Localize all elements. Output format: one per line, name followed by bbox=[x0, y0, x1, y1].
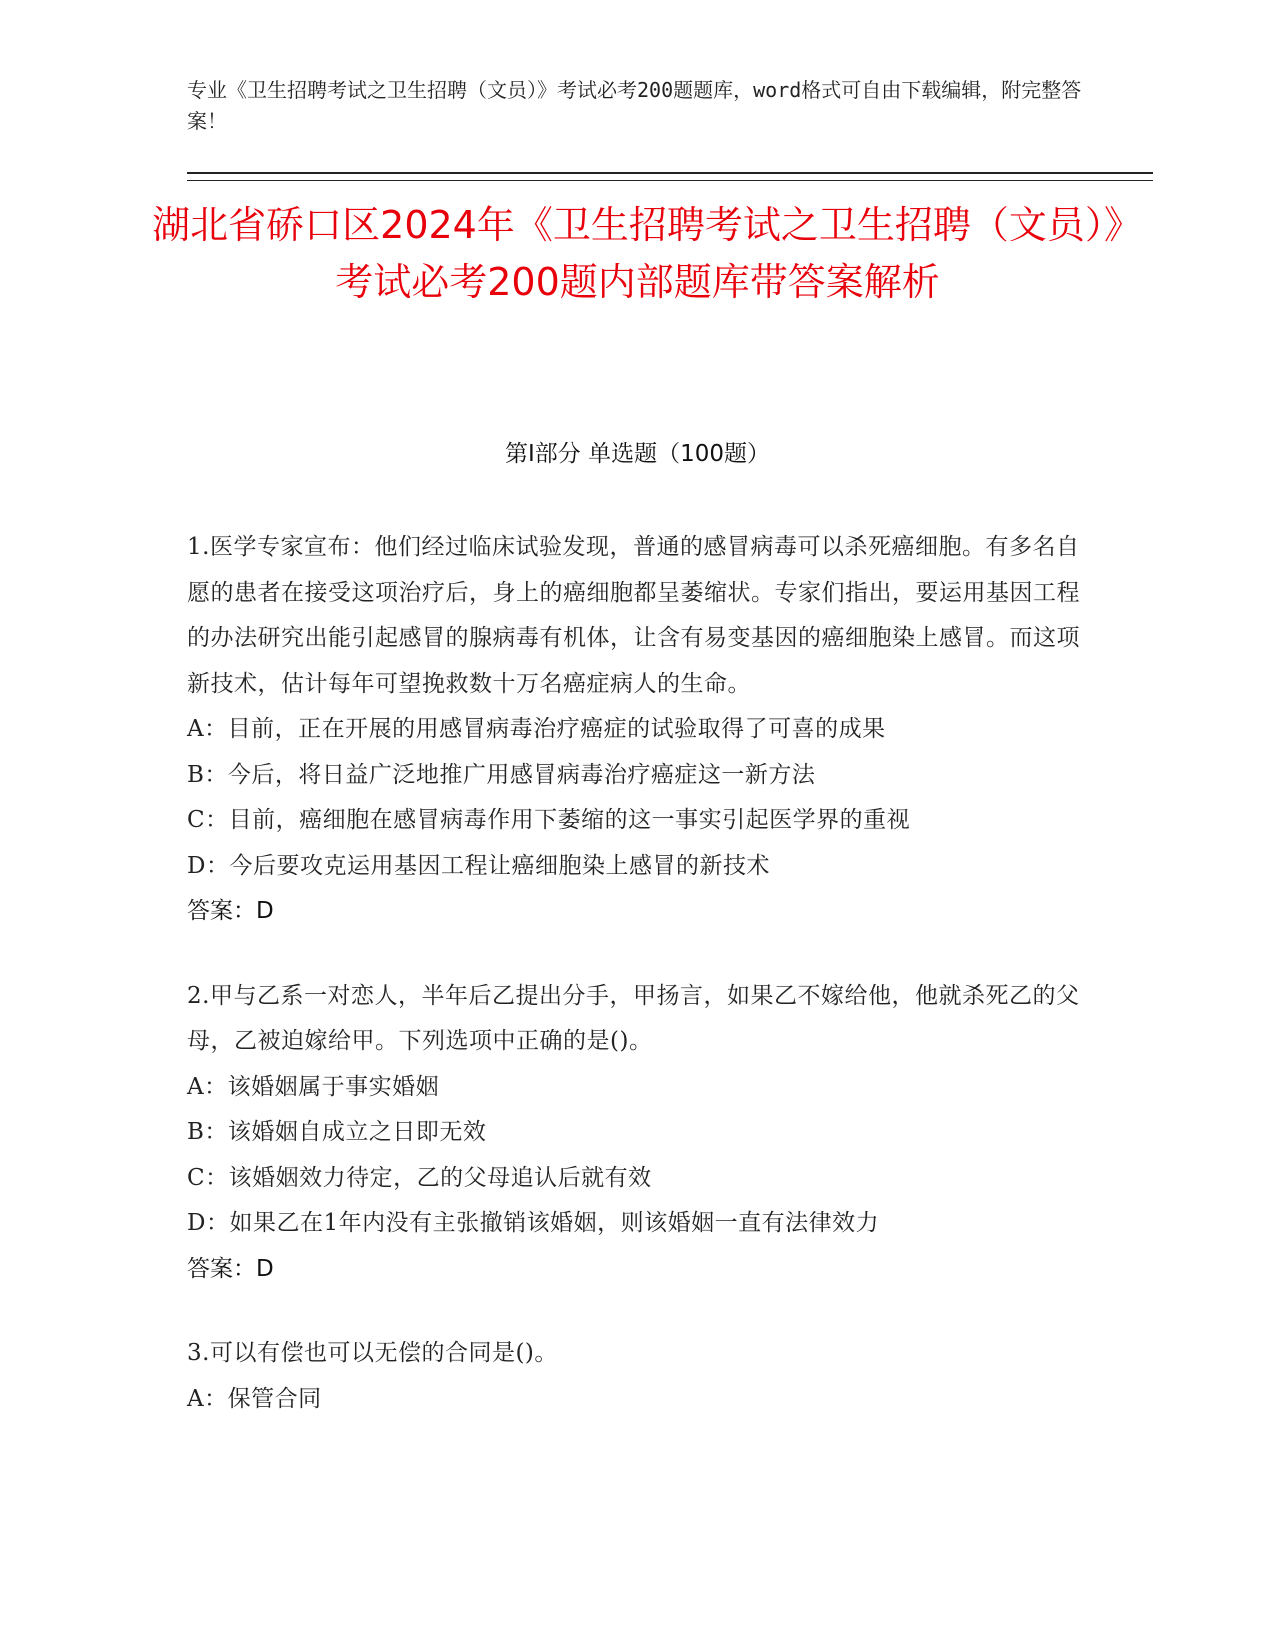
option-c: C：该婚姻效力待定，乙的父母追认后就有效 bbox=[187, 1164, 652, 1191]
answer-line: 答案：D bbox=[187, 898, 274, 924]
header-note: 专业《卫生招聘考试之卫生招聘（文员）》考试必考200题题库，word格式可自由下载编辑，附完整答案！ bbox=[187, 78, 1082, 133]
option-c: C：目前，癌细胞在感冒病毒作用下萎缩的这一事实引起医学界的重视 bbox=[187, 807, 911, 833]
option-a: A：保管合同 bbox=[187, 1385, 322, 1412]
option-a: A：该婚姻属于事实婚姻 bbox=[187, 1073, 440, 1100]
question-3 bbox=[187, 1331, 1087, 1422]
question-stem: 1.医学专家宣布：他们经过临床试验发现，普通的感冒病毒可以杀死癌细胞。有多名自愿的患者在接受这项治疗后，身上的癌细胞都呈萎缩状。专家们指出，要运用基因工程的办法研究出能引起感冒的腺病毒有机体，让含有易变基因的癌细胞染上感冒。而这项新技术，估计每年可望挽救数十万名癌症病人的生命。 bbox=[187, 534, 1080, 697]
answer-line: 答案：D bbox=[187, 1255, 274, 1282]
question-2 bbox=[187, 974, 1087, 1293]
option-b: B：该婚姻自成立之日即无效 bbox=[187, 1119, 487, 1145]
question-list bbox=[187, 525, 1087, 1461]
header-divider-thin bbox=[187, 180, 1153, 181]
option-d: D：如果乙在1年内没有主张撤销该婚姻，则该婚姻一直有法律效力 bbox=[187, 1210, 880, 1236]
question-stem: 3.可以有偿也可以无偿的合同是()。 bbox=[187, 1340, 558, 1366]
option-b: B：今后，将日益广泛地推广用感冒病毒治疗癌症这一新方法 bbox=[187, 761, 816, 788]
question-1 bbox=[187, 525, 1087, 935]
question-stem: 2.甲与乙系一对恋人，半年后乙提出分手，甲扬言，如果乙不嫁给他，他就杀死乙的父母，乙被迫嫁给甲。下列选项中正确的是()。 bbox=[187, 982, 1080, 1054]
header-divider-thick bbox=[187, 172, 1153, 174]
option-d: D：今后要攻克运用基因工程让癌细胞染上感冒的新技术 bbox=[187, 852, 770, 879]
document-title: 湖北省硚口区2024年《卫生招聘考试之卫生招聘（文员）》考试必考200题内部题库带答案解析 bbox=[152, 203, 1123, 304]
option-a: A：目前，正在开展的用感冒病毒治疗癌症的试验取得了可喜的成果 bbox=[187, 716, 886, 742]
section-heading: 第Ⅰ部分 单选题（100题） bbox=[505, 441, 770, 467]
